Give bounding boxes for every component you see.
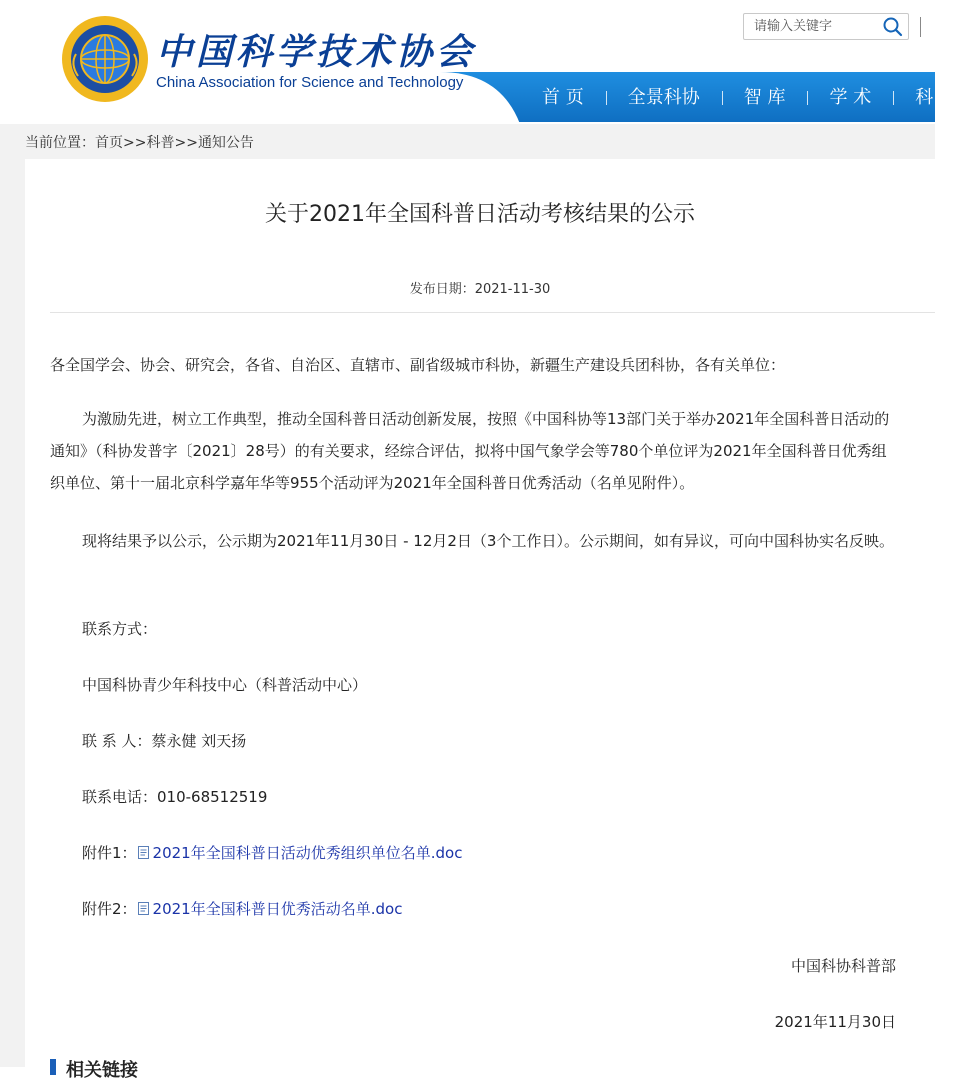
nav-item-popular-science[interactable]: 科 普 [893,72,979,122]
contact-phone: 联系电话：010-68512519 [82,788,268,806]
attachment-1 [50,837,898,869]
article-paragraph-2: 现将结果予以公示，公示期为2021年11月30日 - 12月2日（3个工作日）。公示期间，如有异议，可向中国科协实名反映。 [82,532,894,550]
doc-file-icon [137,902,150,915]
nav-item-academic[interactable]: 学 术 [807,72,893,122]
related-links-heading [50,1056,250,1081]
sign-date: 2021年11月30日 [774,1013,896,1031]
search-box [743,13,909,40]
article-salutation: 各全国学会、协会、研究会，各省、自治区、直辖市、副省级城市科协，新疆生产建设兵团科协，各有关单位： [50,356,786,374]
breadcrumb-item-kepu[interactable]: 科普 [146,135,175,151]
publish-date: 发布日期：2021-11-30 [409,282,551,297]
site-header [0,0,957,124]
breadcrumb-item-notice[interactable]: 通知公告 [197,135,254,151]
contact-person: 联 系 人：蔡永健 刘天扬 [82,732,247,750]
attachment-2 [50,893,898,925]
nav-item-think-tank[interactable]: 智 库 [722,72,808,122]
breadcrumb-separator: >> [174,135,198,151]
attachment-1-label: 附件1： [82,844,137,862]
search-input[interactable] [744,14,882,39]
divider [50,312,935,313]
contact-label: 联系方式： [82,620,158,638]
logo-chinese-text: 中国科学技术协会 [156,31,477,73]
attachment-1-link[interactable]: 2021年全国科普日活动优秀组织单位名单.doc [152,844,463,862]
breadcrumb [25,132,254,152]
cast-emblem-icon [60,14,150,104]
nav-item-overview[interactable]: 全景科协 [606,72,722,122]
attachment-2-link[interactable]: 2021年全国科普日优秀活动名单.doc [152,900,403,918]
signature: 中国科协科普部 [790,957,896,975]
header-divider [920,17,921,37]
logo-english-text: China Association for Science and Technology [156,74,464,91]
article-title: 关于2021年全国科普日活动考核结果的公示 [265,202,695,227]
main-nav [520,72,979,122]
nav-item-home[interactable]: 首 页 [542,87,584,108]
related-heading-marker [50,1059,56,1075]
doc-file-icon [137,846,150,859]
breadcrumb-item-home[interactable]: 首页 [95,135,123,151]
breadcrumb-separator: >> [123,135,147,151]
contact-org: 中国科协青少年科技中心（科普活动中心） [82,676,368,694]
search-icon[interactable] [882,16,904,38]
attachment-2-label: 附件2： [82,900,137,918]
article-paragraph-1: 为激励先进，树立工作典型，推动全国科普日活动创新发展，按照《中国科协等13部门关于举办2021年全国科普日活动的通知》（科协发普字〔2021〕28号）的有关要求，经综合评估，拟将中国气象学会等780个单位评为2021年全国科普日优秀组织单位、第十一届北京科学嘉年华等955个活动评为2021年全国科普日优秀活动（名单见附件）。 [50,410,890,492]
related-heading-text: 相关链接 [66,1060,138,1081]
breadcrumb-prefix: 当前位置： [25,135,95,151]
